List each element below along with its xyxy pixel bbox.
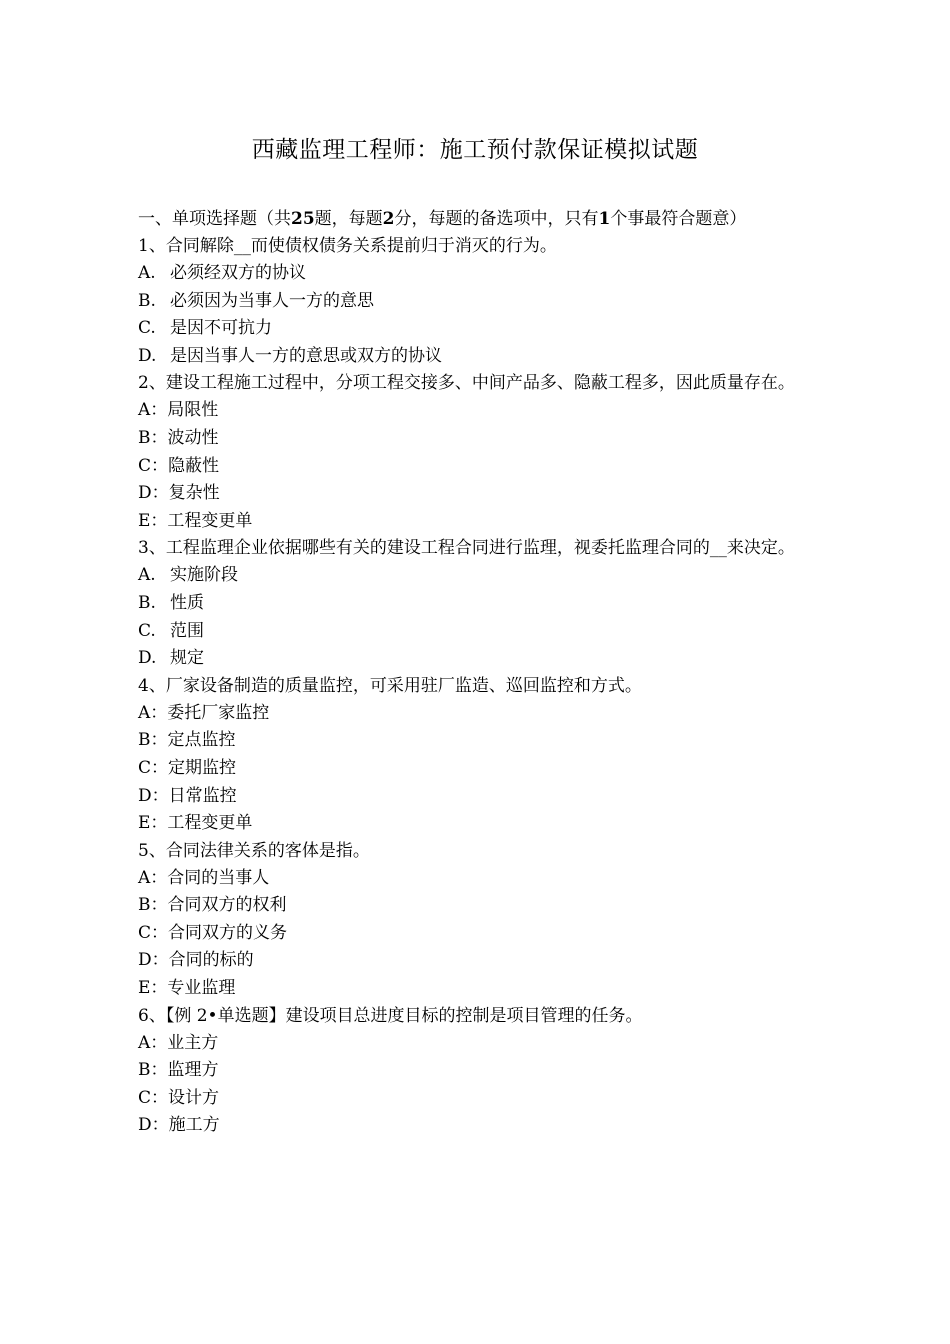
option-text: A：业主方 — [138, 1032, 219, 1053]
option-text: B：波动性 — [138, 427, 219, 448]
option-text: B：定点监控 — [138, 730, 236, 751]
option-text: C：隐蔽性 — [138, 455, 220, 476]
question-list — [138, 235, 806, 1137]
option-letter: D. — [138, 345, 157, 366]
option-text: 必须经双方的协议 — [170, 263, 306, 283]
answer-option — [138, 729, 806, 752]
question-stem: 2、建设工程施工过程中，分项工程交接多、中间产品多、隐蔽工程多，因此质量存在。 — [138, 373, 795, 394]
answer-option — [138, 785, 806, 808]
option-letter: A. — [138, 263, 156, 283]
option-letter: D. — [138, 648, 157, 669]
option-text: A：委托厂家监控 — [138, 702, 270, 723]
answer-option — [138, 812, 806, 835]
question-score: 2 — [382, 209, 395, 229]
option-text: B：监理方 — [138, 1060, 219, 1081]
option-text: 必须因为当事人一方的意思 — [170, 290, 374, 311]
answer-option — [138, 262, 806, 285]
option-text: B：合同双方的权利 — [138, 895, 287, 916]
section-intro-part1: 一、单项选择题（共 — [138, 209, 291, 229]
answer-option — [138, 620, 806, 643]
option-text: D：复杂性 — [138, 483, 220, 504]
answer-option — [138, 482, 806, 505]
option-text: E：专业监理 — [138, 978, 236, 999]
option-text: 范围 — [170, 620, 204, 641]
answer-option — [138, 455, 806, 478]
option-letter: B. — [138, 290, 156, 311]
answer-option — [138, 1087, 806, 1110]
option-text: A：合同的当事人 — [138, 867, 270, 888]
option-text: C：合同双方的义务 — [138, 922, 288, 943]
document-title: 西藏监理工程师：施工预付款保证模拟试题 — [251, 137, 699, 163]
question-stem: 5、合同法律关系的客体是指。 — [138, 840, 370, 861]
answer-option — [138, 894, 806, 917]
answer-option — [138, 1114, 806, 1137]
answer-option — [138, 427, 806, 450]
option-text: E：工程变更单 — [138, 813, 253, 834]
answer-option — [138, 1032, 806, 1055]
option-text: C：设计方 — [138, 1087, 220, 1108]
answer-option — [138, 757, 806, 780]
question-stem: 4、厂家设备制造的质量监控，可采用驻厂监造、巡回监控和方式。 — [138, 675, 642, 696]
option-letter: C. — [138, 620, 156, 641]
option-letter: C. — [138, 318, 156, 339]
answer-option — [138, 510, 806, 533]
answer-option — [138, 317, 806, 340]
option-text: D：日常监控 — [138, 785, 237, 806]
question-stem: 3、工程监理企业依据哪些有关的建设工程合同进行监理，视委托监理合同的__来决定。 — [138, 538, 795, 559]
answer-option — [138, 867, 806, 890]
answer-option — [138, 977, 806, 1000]
option-text: D：施工方 — [138, 1115, 220, 1136]
section-heading — [138, 208, 806, 231]
option-text: E：工程变更单 — [138, 510, 253, 531]
section-intro-part3: 分，每题的备选项中，只有 — [394, 209, 599, 229]
option-letter: B. — [138, 592, 156, 613]
answer-option — [138, 564, 806, 587]
option-text: 规定 — [170, 648, 204, 669]
option-text: 是因不可抗力 — [170, 318, 272, 339]
answer-option — [138, 290, 806, 313]
correct-count: 1 — [598, 209, 611, 229]
answer-option — [138, 647, 806, 670]
document-body — [138, 208, 806, 1142]
option-text: A：局限性 — [138, 400, 219, 421]
answer-option — [138, 345, 806, 368]
question-stem: 6、【例 2•单选题】建设项目总进度目标的控制是项目管理的任务。 — [138, 1005, 643, 1026]
question-stem: 1、合同解除__而使债权债务关系提前归于消灭的行为。 — [138, 236, 557, 256]
answer-option — [138, 399, 806, 422]
option-text: 性质 — [170, 592, 204, 613]
option-letter: A. — [138, 565, 156, 586]
answer-option — [138, 702, 806, 725]
option-text: 实施阶段 — [170, 565, 238, 586]
answer-option — [138, 949, 806, 972]
option-text: 是因当事人一方的意思或双方的协议 — [170, 345, 442, 366]
question-count: 25 — [291, 209, 315, 229]
answer-option — [138, 592, 806, 615]
option-text: C：定期监控 — [138, 757, 237, 778]
option-text: D：合同的标的 — [138, 950, 254, 971]
answer-option — [138, 1059, 806, 1082]
answer-option — [138, 922, 806, 945]
section-intro-part2: 题，每题 — [314, 209, 383, 229]
section-intro-part4: 个事最符合题意） — [610, 209, 747, 229]
